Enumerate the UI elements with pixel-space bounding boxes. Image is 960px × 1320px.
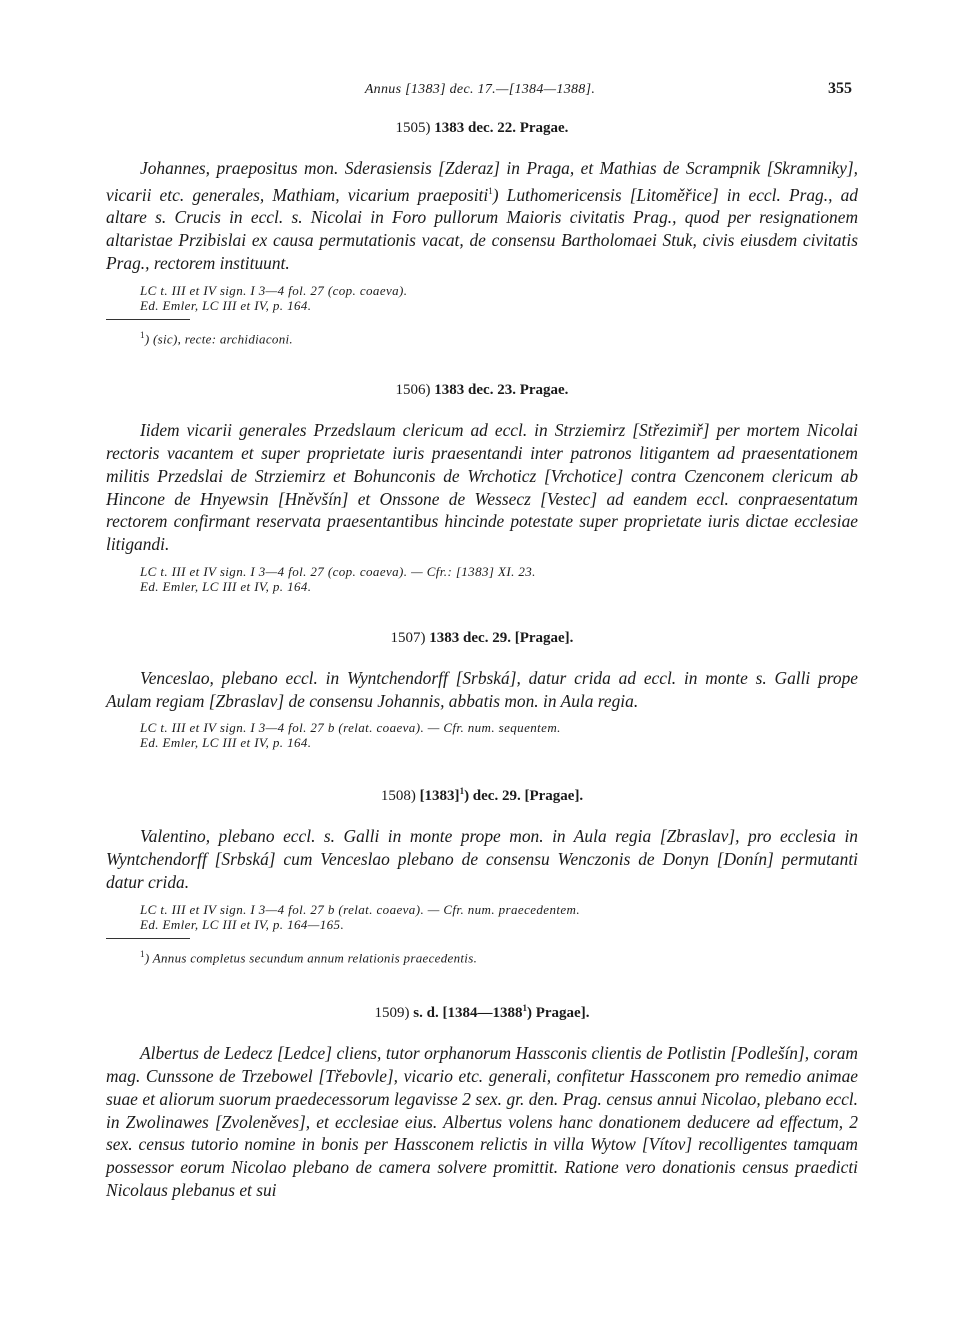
entry-number: 1506) (395, 382, 431, 399)
entry-text: Venceslao, plebano eccl. in Wyntchendorff [Srbská], datur crida ad eccl. in monte s. Galli prope Aulam regiam [Zbraslav] de consensu Johannis, abbatis mon. in Aula regia. (106, 667, 858, 711)
entry-text (106, 157, 858, 275)
entry-text: Valentino, plebano eccl. s. Galli in monte prope mon. in Aula regia [Zbraslav], pro ecclesia in Wyntchendorff [Srbská] cum Venceslao plebano de consensu Wenczonis de Donyn [Donín] permutanti datur crida. (106, 826, 858, 893)
source-citation: LC t. III et IV sign. I 3—4 fol. 27 b (relat. coaeva). — Cfr. num. praecedentem. (140, 901, 580, 917)
entry-text: Albertus de Ledecz [Ledce] cliens, tutor orphanorum Hassconis clientis de Potlistin [Podlešín], coram mag. Cunssone de Trzebowel [Třebovle], vicario etc. generali, confitetur Hassconem pro remedio animae suae et aliorum suorum praedecessorum legavisse 2 sex. gr. den. Prag. census annui Nicolao, plebano eccl. in Zwolinawes [Zvoleněves], et ecclesiae eius. Albertus volens hanc donationem deducere ad effectum, 2 sex. census tutorio nomine in bonis per Hassconem relictis in villa Wytow [Vítov] recolligentes tamquam possessor eorum Nicolao plebano de camera solvere promittit. Ratione vero donationis census praedicti Nicolaus plebanus et sui (106, 1043, 858, 1200)
entry-heading (106, 120, 858, 137)
entry-heading (106, 630, 858, 647)
entry-text: Iidem vicarii generales Przedslaum clericum ad eccl. in Strziemirz [Střezimiř] per mortem Nicolai rectoris vacantem et super proprietate iuris praesentandi inter patronos litigantem ad praesentationem militis Przedslai de Strziemirz et Bohunconis de Wrchoticz [Vrchotice] contra Czenconem clericum ab Hincone de Hnyewsin [Hněvšín] et Onssone de Wessecz [Vestec] ad eandem eccl. conpraesentatum rectorem confirmant reservata praesentantibus hincinde potestate super proprietate iuris dictae ecclesiae litigandi. (106, 420, 858, 555)
entry-date (420, 788, 584, 804)
entry-number: 1505) (395, 120, 431, 136)
main-text (106, 120, 858, 1202)
source-citation: LC t. III et IV sign. I 3—4 fol. 27 b (relat. coaeva). — Cfr. num. sequentem. (140, 720, 561, 736)
edition-citation: Ed. Emler, LC III et IV, p. 164. (140, 297, 312, 313)
entry-heading (106, 382, 858, 399)
entry-number: 1507) (390, 629, 426, 646)
entry-date-part: ) Pragae]. (526, 1005, 590, 1022)
entry-1508 (106, 786, 858, 965)
footnote-reference: 1 (459, 786, 465, 797)
running-head (0, 82, 960, 102)
entry-1509 (106, 1003, 858, 1202)
source-citation: LC t. III et IV sign. I 3—4 fol. 27 (cop. coaeva). (140, 282, 408, 298)
footnote (106, 328, 858, 346)
footnote-text: ) (sic), recte: archidiaconi. (144, 331, 293, 347)
entry-1506 (106, 382, 858, 594)
entry-date-part: ) dec. 29. [Pragae]. (464, 788, 584, 805)
entry-text-part: Johannes, praepositus mon. Sderasiensis [Zderaz] in Praga, et Mathias de Scrampnik [Skramniky], vicarii etc. generales, Mathiam, vicarium praepositi (106, 158, 858, 205)
entry-date-part: [1383] (419, 788, 460, 805)
entry-text-part: ) Luthomericensis [Litoměřice] in eccl. Prag., ad altare s. Crucis in eccl. s. Nicolai in Foro pullorum Maioris civitatis Prag., quod per resignationem altaristae Przibislai ex causa permutationis vacat, de consensu Bartholomaei Stuk, civis eiusdem civitatis Prag., rectorem instituunt. (106, 184, 858, 273)
entry-heading (106, 1003, 858, 1022)
entry-date: 1383 dec. 22. Pragae. (434, 120, 569, 136)
entry-heading (106, 786, 858, 805)
entry-1507 (106, 630, 858, 751)
edition-citation: Ed. Emler, LC III et IV, p. 164—165. (140, 916, 345, 932)
edition-citation: Ed. Emler, LC III et IV, p. 164. (140, 578, 312, 594)
footnote-mark: 1 (140, 329, 145, 340)
running-head-title: Annus [1383] dec. 17.—[1384—1388]. (364, 82, 596, 97)
entry-date-part: s. d. [1384—1388 (413, 1005, 523, 1022)
entry-number: 1509) (374, 1005, 410, 1022)
page-number: 355 (828, 80, 852, 97)
footnote-reference: 1 (522, 1003, 527, 1014)
entry-date: 1383 dec. 23. Pragae. (434, 382, 569, 399)
footnote-reference: 1 (488, 185, 493, 196)
footnote-text: ) Annus completus secundum annum relationis praecedentis. (144, 950, 478, 966)
source-citation: LC t. III et IV sign. I 3—4 fol. 27 (cop. coaeva). — Cfr.: [1383] XI. 23. (140, 563, 536, 579)
entry-date: 1383 dec. 29. [Pragae]. (429, 629, 574, 646)
entry-number: 1508) (380, 788, 416, 805)
footnote-divider (106, 938, 190, 939)
footnote (106, 947, 858, 965)
entry-1505 (106, 120, 858, 346)
edition-citation: Ed. Emler, LC III et IV, p. 164. (140, 735, 312, 751)
entry-date (413, 1005, 589, 1021)
footnote-mark: 1 (140, 948, 145, 959)
footnote-divider (106, 319, 190, 320)
